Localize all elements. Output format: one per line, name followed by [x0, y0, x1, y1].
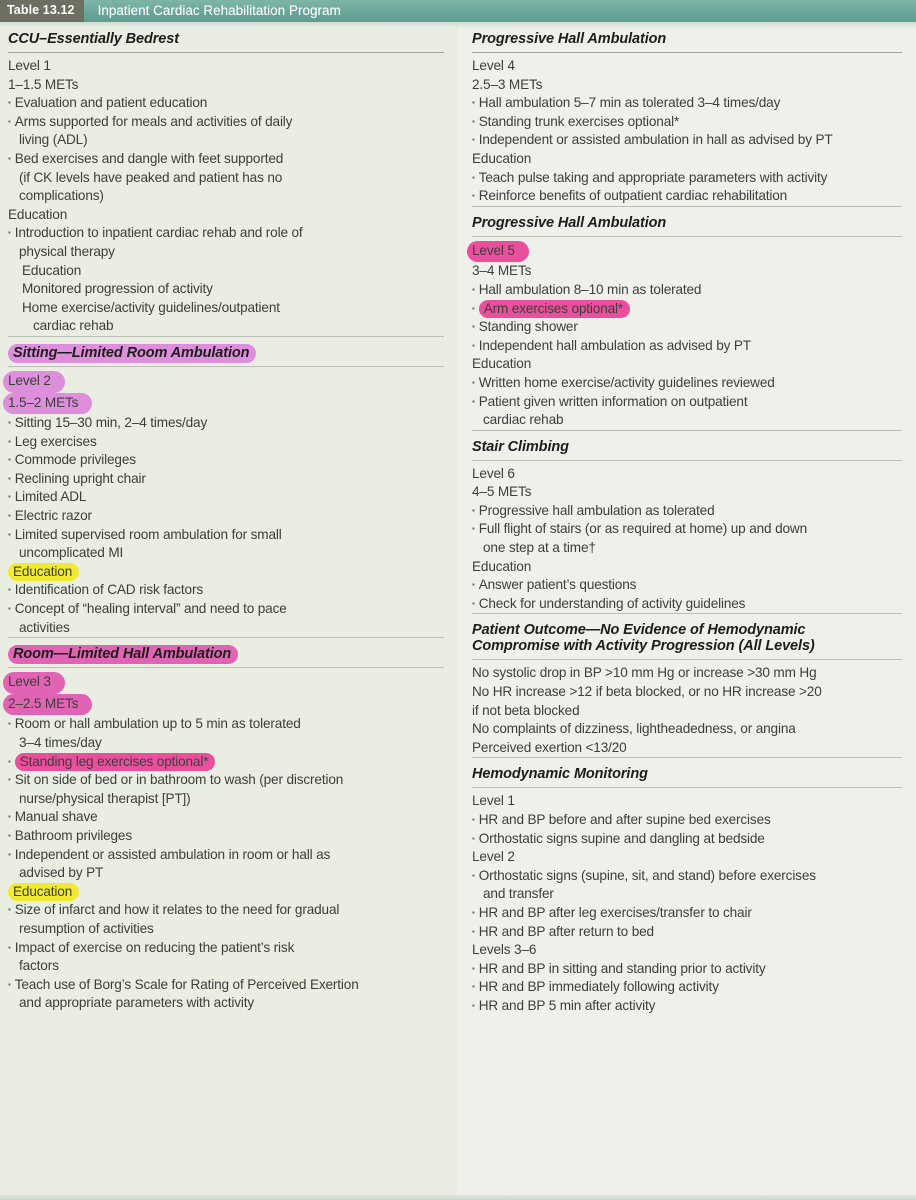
- list-item: ▪ Reclining upright chair: [8, 470, 444, 489]
- level-label: Level 4: [472, 58, 515, 73]
- list-item: ▪ Independent or assisted ambulation in room or hall as: [8, 846, 444, 865]
- text-line: cardiac rehab: [483, 412, 564, 428]
- section-heading-patient-outcome-line1: Patient Outcome—No Evidence of Hemodynamic: [472, 622, 806, 639]
- highlight-orchid: Sitting—Limited Room Ambulation: [8, 344, 256, 363]
- divider: [472, 236, 902, 237]
- list-item: ▪ Sit on side of bed or in bathroom to wash (per discretion: [8, 771, 444, 790]
- list-item: ▪ HR and BP after return to bed: [472, 923, 902, 942]
- section-heading-sitting: [8, 341, 444, 366]
- level-label: Level 1: [472, 793, 515, 809]
- text-line: advised by PT: [19, 865, 104, 881]
- page-title: Inpatient Cardiac Rehabilitation Program: [97, 3, 341, 19]
- list-item: ▪ Concept of “healing interval” and need to pace: [8, 600, 444, 619]
- mets-label: [8, 393, 444, 415]
- list-item: Monitored progression of activity: [22, 281, 213, 297]
- mets-label: 3–4 METs: [472, 263, 532, 279]
- section-heading-progressive-hall-1: Progressive Hall Ambulation: [472, 31, 667, 47]
- list-item: ▪ Electric razor: [8, 507, 444, 526]
- list-item: ▪ Answer patient’s questions: [472, 576, 902, 595]
- text-line: Level 1: [8, 58, 51, 73]
- text-line: No complaints of dizziness, lightheadedness, or angina: [472, 721, 796, 737]
- text-line: cardiac rehab: [33, 318, 114, 334]
- list-item: Education: [22, 262, 82, 278]
- mets-label: 2.5–3 METs: [472, 76, 543, 92]
- list-item: [472, 300, 902, 319]
- text-line: uncomplicated MI: [19, 545, 124, 561]
- subheading-education: Education: [472, 356, 532, 372]
- text-line: nurse/physical therapist [PT]): [19, 790, 191, 806]
- list-item: Home exercise/activity guidelines/outpatient: [22, 299, 280, 315]
- list-item: ▪ Arms supported for meals and activities of daily: [8, 113, 444, 132]
- list-item: ▪ HR and BP before and after supine bed exercises: [472, 811, 902, 830]
- highlight-magenta: Level 3: [3, 672, 65, 694]
- list-item: ▪ Limited supervised room ambulation for small: [8, 526, 444, 545]
- text-line: No HR increase >12 if beta blocked, or no HR increase >20: [472, 684, 822, 700]
- section-heading-stair-climbing: Stair Climbing: [472, 438, 569, 455]
- divider: [472, 52, 902, 53]
- text-line: (if CK levels have peaked and patient has no: [19, 169, 283, 185]
- list-item: ▪ Independent hall ambulation as advised by PT: [472, 337, 902, 356]
- subheading-education: [8, 563, 444, 582]
- divider: [8, 52, 444, 53]
- level-label: Level 6: [472, 465, 515, 481]
- list-item: ▪ HR and BP after leg exercises/transfer to chair: [472, 904, 902, 923]
- level-label: [8, 371, 444, 393]
- text-line: 3–4 times/day: [19, 735, 102, 750]
- list-item: ▪ Hall ambulation 5–7 min as tolerated 3–4 times/day: [472, 94, 902, 113]
- subheading-education: Education: [8, 206, 68, 222]
- list-item: ▪ Introduction to inpatient cardiac rehab and role of: [8, 224, 444, 243]
- highlight-magenta: Room—Limited Hall Ambulation: [8, 645, 238, 664]
- list-item: ▪ Orthostatic signs supine and dangling at bedside: [472, 830, 902, 849]
- text-line: physical therapy: [19, 243, 115, 259]
- list-item: [8, 753, 444, 772]
- list-item: ▪ Standing trunk exercises optional*: [472, 113, 902, 132]
- section-heading-hemodynamic-monitoring: Hemodynamic Monitoring: [472, 766, 648, 783]
- list-item: ▪ Progressive hall ambulation as tolerated: [472, 502, 902, 521]
- list-item: ▪ Limited ADL: [8, 488, 444, 507]
- section-heading-patient-outcome-line2: Compromise with Activity Progression (All Levels): [472, 638, 815, 655]
- list-item: ▪ Standing shower: [472, 318, 902, 337]
- divider: [472, 430, 902, 431]
- subheading-education: [8, 883, 444, 902]
- divider: [472, 460, 902, 461]
- list-item: ▪ Room or hall ambulation up to 5 min as tolerated: [8, 715, 444, 734]
- subheading-education: Education: [472, 558, 532, 574]
- list-item: ▪ HR and BP in sitting and standing prior to activity: [472, 960, 902, 979]
- mets-label: 4–5 METs: [472, 484, 532, 500]
- text-line: if not beta blocked: [472, 702, 580, 718]
- section-heading-progressive-hall-2: Progressive Hall Ambulation: [472, 214, 667, 231]
- divider: [8, 667, 444, 668]
- section-heading-ccu: CCU–Essentially Bedrest: [8, 31, 179, 47]
- highlight-pink: Standing leg exercises optional*: [15, 753, 216, 771]
- divider: [8, 336, 444, 337]
- text-line: living (ADL): [19, 132, 88, 148]
- text-line: No systolic drop in BP >10 mm Hg or increase >30 mm Hg: [472, 665, 817, 681]
- highlight-pink: Arm exercises optional*: [479, 300, 630, 318]
- list-item: ▪ Full flight of stairs (or as required at home) up and down: [472, 520, 902, 539]
- list-item: ▪ Commode privileges: [8, 451, 444, 470]
- text-line: 1–1.5 METs: [8, 76, 79, 92]
- footer-strip: [0, 1195, 916, 1200]
- text-line: activities: [19, 619, 70, 635]
- level-label: [472, 241, 902, 263]
- list-item: ▪ Patient given written information on outpatient: [472, 393, 902, 412]
- list-item: ▪ Independent or assisted ambulation in hall as advised by PT: [472, 131, 902, 150]
- highlight-orchid: 1.5–2 METs: [3, 393, 92, 415]
- list-item: ▪ Check for understanding of activity guidelines: [472, 595, 902, 614]
- table-number-chip: Table 13.12: [0, 0, 84, 22]
- list-item: ▪ Size of infarct and how it relates to the need for gradual: [8, 901, 444, 920]
- list-item: ▪ Teach pulse taking and appropriate parameters with activity: [472, 169, 902, 188]
- list-item: ▪ Bathroom privileges: [8, 827, 444, 846]
- list-item: ▪ Hall ambulation 8–10 min as tolerated: [472, 281, 902, 300]
- list-item: ▪ HR and BP 5 min after activity: [472, 997, 902, 1016]
- list-item: ▪ HR and BP immediately following activity: [472, 978, 902, 997]
- list-item: ▪ Manual shave: [8, 808, 444, 827]
- list-item: ▪ Teach use of Borg’s Scale for Rating of Perceived Exertion: [8, 976, 444, 995]
- list-item: ▪ Identification of CAD risk factors: [8, 581, 444, 600]
- highlight-magenta: 2–2.5 METs: [3, 694, 92, 716]
- divider: [8, 366, 444, 367]
- highlight-pink: Level 5: [467, 241, 529, 263]
- divider: [472, 206, 902, 207]
- text-line: resumption of activities: [19, 920, 154, 936]
- section-heading-room: [8, 642, 444, 667]
- text-line: and appropriate parameters with activity: [19, 995, 255, 1011]
- text-line: factors: [19, 958, 59, 974]
- highlight-yellow: Education: [8, 563, 79, 581]
- left-column: [0, 27, 458, 1200]
- table-header-bar: [0, 0, 916, 22]
- list-item: ▪ Impact of exercise on reducing the patient’s risk: [8, 939, 444, 958]
- divider: [472, 757, 902, 758]
- divider: [472, 787, 902, 788]
- text-line: Perceived exertion <13/20: [472, 739, 627, 755]
- level-label: Level 2: [472, 849, 515, 865]
- subheading-education: Education: [472, 150, 532, 166]
- list-item: ▪ Reinforce benefits of outpatient cardiac rehabilitation: [472, 187, 902, 206]
- table-body: [0, 27, 916, 1200]
- highlight-yellow: Education: [8, 883, 79, 901]
- divider: [8, 637, 444, 638]
- highlight-orchid: Level 2: [3, 371, 65, 393]
- list-item: ▪ Leg exercises: [8, 433, 444, 452]
- list-item: ▪ Evaluation and patient education: [8, 94, 444, 113]
- divider: [472, 659, 902, 660]
- text-line: one step at a time†: [483, 540, 596, 556]
- list-item: ▪ Written home exercise/activity guidelines reviewed: [472, 374, 902, 393]
- divider: [472, 613, 902, 614]
- list-item: ▪ Orthostatic signs (supine, sit, and stand) before exercises: [472, 867, 902, 886]
- mets-label: [8, 694, 444, 716]
- text-line: and transfer: [483, 886, 554, 902]
- list-item: ▪ Bed exercises and dangle with feet supported: [8, 150, 444, 169]
- right-column: [458, 27, 916, 1200]
- level-label: [8, 672, 444, 694]
- level-label: Levels 3–6: [472, 942, 537, 958]
- text-line: complications): [19, 188, 104, 204]
- list-item: ▪ Sitting 15–30 min, 2–4 times/day: [8, 414, 444, 433]
